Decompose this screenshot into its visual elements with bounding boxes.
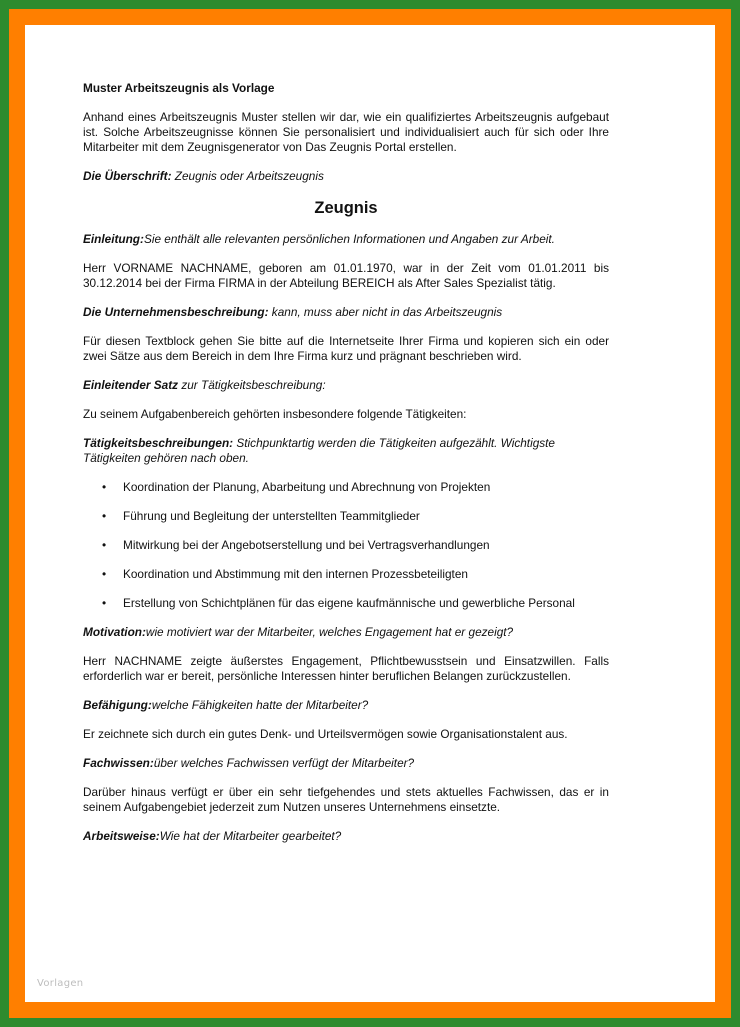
- unternehmen-text: kann, muss aber nicht in das Arbeitszeugnis: [268, 305, 503, 319]
- motivation-paragraph: Herr NACHNAME zeigte äußerstes Engagement, Pflichtbewusstsein und Einsatzwillen. Falls erforderlich war er bereit, persönliche Interessen hinter beruflichen Belangen zurückzustellen.: [83, 654, 609, 683]
- watermark-text: Vorlagen: [37, 978, 84, 989]
- intro-paragraph: Anhand eines Arbeitszeugnis Muster stellen wir dar, wie ein qualifiziertes Arbeitszeugnis aufgebaut ist. Solche Arbeitszeugnisse können Sie personalisiert und individualisiert auch für sich oder Ihre Mitarbeiter mit dem Zeugnisgenerator von Das Zeugnis Portal erstellen.: [83, 110, 609, 154]
- einleitender-label: Einleitender Satz: [83, 378, 179, 392]
- document-content: [83, 81, 609, 858]
- section-ueberschrift: [83, 169, 609, 184]
- section-einleitung: [83, 232, 609, 247]
- zeugnis-heading: Zeugnis: [314, 199, 378, 217]
- section-einleitender-satz: [83, 378, 609, 393]
- list-item: • Koordination der Planung, Abarbeitung und Abrechnung von Projekten: [123, 480, 609, 495]
- list-item: • Koordination und Abstimmung mit den internen Prozessbeteiligten: [123, 567, 609, 582]
- arbeitsweise-text: Wie hat der Mitarbeiter gearbeitet?: [159, 829, 342, 843]
- list-item: • Führung und Begleitung der unterstellten Teammitglieder: [123, 509, 609, 524]
- taetigkeiten-label: Tätigkeitsbeschreibungen:: [83, 436, 234, 450]
- einleitung-label: Einleitung:: [83, 232, 144, 246]
- fachwissen-paragraph: Darüber hinaus verfügt er über ein sehr tiefgehendes und stets aktuelles Fachwissen, das er in seinem Aufgabengebiet jederzeit zum Nutzen unseres Unternehmens einsetzte.: [83, 785, 609, 814]
- task-list: [83, 480, 609, 611]
- section-befaehigung: [83, 698, 609, 713]
- motivation-label: Motivation:: [83, 625, 146, 639]
- motivation-text: wie motiviert war der Mitarbeiter, welches Engagement hat er gezeigt?: [145, 625, 514, 639]
- document-title: Muster Arbeitszeugnis als Vorlage: [83, 81, 275, 95]
- ueberschrift-label: Die Überschrift:: [83, 169, 172, 183]
- befaehigung-paragraph: Er zeichnete sich durch ein gutes Denk- und Urteilsvermögen sowie Organisationstalent aus.: [83, 727, 568, 741]
- befaehigung-label: Befähigung:: [83, 698, 152, 712]
- unternehmen-label: Die Unternehmensbeschreibung:: [83, 305, 269, 319]
- section-taetigkeiten: [83, 436, 609, 466]
- section-motivation: [83, 625, 609, 640]
- taetigkeiten-text: Stichpunktartig werden die Tätigkeiten aufgezählt. Wichtigste Tätigkeiten gehören nach oben.: [83, 436, 555, 465]
- section-unternehmen: [83, 305, 609, 320]
- section-arbeitsweise: [83, 829, 609, 844]
- aufgaben-paragraph: Zu seinem Aufgabenbereich gehörten insbesondere folgende Tätigkeiten:: [83, 407, 467, 421]
- ueberschrift-text: Zeugnis oder Arbeitszeugnis: [171, 169, 324, 183]
- einleitender-text: zur Tätigkeitsbeschreibung:: [178, 378, 326, 392]
- einleitung-text: Sie enthält alle relevanten persönlichen Informationen und Angaben zur Arbeit.: [143, 232, 555, 246]
- list-item: • Erstellung von Schichtplänen für das eigene kaufmännische und gewerbliche Personal: [123, 596, 609, 611]
- textblock-paragraph: Für diesen Textblock gehen Sie bitte auf die Internetseite Ihrer Firma und kopieren sich ein oder zwei Sätze aus dem Bereich in dem Ihre Firma kurz und prägnant beschrieben wird.: [83, 334, 609, 363]
- list-item: • Mitwirkung bei der Angebotserstellung und bei Vertragsverhandlungen: [123, 538, 609, 553]
- fachwissen-text: über welches Fachwissen verfügt der Mitarbeiter?: [153, 756, 415, 770]
- arbeitsweise-label: Arbeitsweise:: [83, 829, 160, 843]
- fachwissen-label: Fachwissen:: [83, 756, 154, 770]
- section-fachwissen: [83, 756, 609, 771]
- befaehigung-text: welche Fähigkeiten hatte der Mitarbeiter?: [151, 698, 369, 712]
- personal-data-paragraph: Herr VORNAME NACHNAME, geboren am 01.01.1970, war in der Zeit vom 01.01.2011 bis 30.12.2014 bei der Firma FIRMA in der Abteilung BEREICH als After Sales Spezialist tätig.: [83, 261, 609, 290]
